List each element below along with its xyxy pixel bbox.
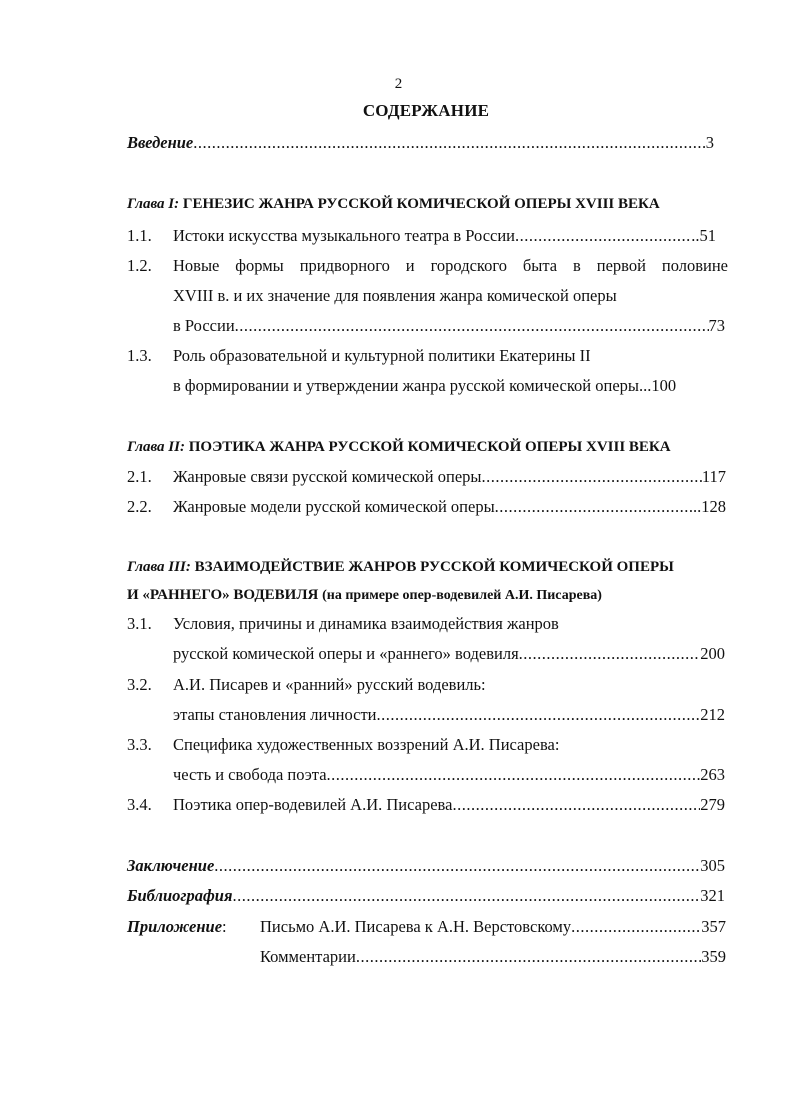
appendix-item-2-page: 359 <box>701 947 726 966</box>
section-1-3-number: 1.3. <box>127 346 152 365</box>
bibliography-page: 321 <box>700 886 725 905</box>
appendix-item-2-text: Комментарии <box>260 947 356 966</box>
section-3-3-line-2: честь и свобода поэта <box>173 765 327 784</box>
chapter-1-title: ГЕНЕЗИС ЖАНРА РУССКОЙ КОМИЧЕСКОЙ ОПЕРЫ XVIII ВЕКА <box>182 196 660 212</box>
dot-leader <box>235 316 709 336</box>
toc-entry-appendix-2 <box>260 947 726 967</box>
toc-entry-3-1 <box>173 644 725 664</box>
section-2-2-page: ..128 <box>693 497 726 516</box>
intro-label: Введение <box>127 133 194 152</box>
dot-leader <box>452 795 700 815</box>
dot-leader <box>495 497 693 517</box>
appendix-heading <box>127 917 227 937</box>
section-3-2-page: 212 <box>700 705 725 724</box>
dot-leader <box>377 705 701 725</box>
dot-leader <box>327 765 701 785</box>
dot-leader <box>519 644 701 664</box>
appendix-item-1-text: Письмо А.И. Писарева к А.Н. Верстовскому <box>260 917 572 936</box>
dot-leader <box>571 917 701 937</box>
dot-leader <box>232 886 700 906</box>
section-3-4-number: 3.4. <box>127 795 152 814</box>
section-1-3-line-2: в формировании и утверждении жанра русской комической оперы...100 <box>173 376 677 395</box>
appendix-colon: : <box>222 917 227 936</box>
dot-leader <box>356 947 701 967</box>
section-3-1-line-1: Условия, причины и динамика взаимодействия жанров <box>173 614 559 633</box>
conclusion-page: 305 <box>700 856 725 875</box>
section-2-2-number: 2.2. <box>127 497 152 516</box>
section-1-2-line-2: XVIII в. и их значение для появления жанра комической оперы <box>173 286 617 305</box>
chapter-3-title-2: И «РАННЕГО» ВОДЕВИЛЯ <box>127 587 319 603</box>
toc-entry-3-3 <box>173 765 725 785</box>
toc-entry-3-2 <box>173 705 725 725</box>
page-number: 2 <box>394 76 403 92</box>
section-3-3-page: 263 <box>700 765 725 784</box>
chapter-2-title: ПОЭТИКА ЖАНРА РУССКОЙ КОМИЧЕСКОЙ ОПЕРЫ XVIII ВЕКА <box>188 439 671 455</box>
section-2-2-text: Жанровые модели русской комической оперы <box>173 497 495 516</box>
section-3-4-text: Поэтика опер-водевилей А.И. Писарева <box>173 795 453 814</box>
intro-page: 3 <box>705 133 714 152</box>
chapter-2-heading <box>127 437 671 457</box>
toc-entry-3-4 <box>173 795 725 815</box>
section-1-1-text: Истоки искусства музыкального театра в России <box>173 226 516 245</box>
section-3-1-page: 200 <box>700 644 725 663</box>
section-1-1-page: ..51 <box>691 226 716 245</box>
section-2-1-text: Жанровые связи русской комической оперы <box>173 467 482 486</box>
dot-leader <box>515 226 691 246</box>
section-1-2-line-3: в России <box>173 316 235 335</box>
toc-entry-1-2 <box>173 316 725 336</box>
section-3-3-line-1: Специфика художественных воззрений А.И. Писарева: <box>173 735 560 754</box>
section-3-2-number: 3.2. <box>127 675 152 694</box>
toc-entry-appendix-1 <box>260 917 726 937</box>
section-1-2-number: 1.2. <box>127 256 152 275</box>
chapter-3-heading <box>127 557 674 577</box>
section-3-1-number: 3.1. <box>127 614 152 633</box>
chapter-2-prefix: Глава II: <box>127 439 185 455</box>
chapter-3-heading-line-2 <box>127 585 602 606</box>
chapter-3-title: ВЗАИМОДЕЙСТВИЕ ЖАНРОВ РУССКОЙ КОМИЧЕСКОЙ ОПЕРЫ <box>194 559 674 575</box>
chapter-3-title-note: (на примере опер-водевилей А.И. Писарева) <box>322 588 602 603</box>
toc-entry-1-1 <box>173 226 716 246</box>
chapter-3-prefix: Глава III: <box>127 559 191 575</box>
section-3-3-number: 3.3. <box>127 735 152 754</box>
dot-leader <box>482 467 702 487</box>
section-3-1-line-2: русской комической оперы и «раннего» водевиля <box>173 644 519 663</box>
dot-leader <box>214 856 700 876</box>
section-3-2-line-1: А.И. Писарев и «ранний» русский водевиль: <box>173 675 486 694</box>
toc-entry-2-1 <box>173 467 726 487</box>
bibliography-label: Библиография <box>127 886 233 905</box>
toc-entry-intro <box>127 133 714 153</box>
section-1-1-number: 1.1. <box>127 226 152 245</box>
appendix-item-1-page: 357 <box>701 917 726 936</box>
section-1-2-page: 73 <box>708 316 725 335</box>
conclusion-label: Заключение <box>127 856 215 875</box>
section-3-4-page: 279 <box>700 795 725 814</box>
page-title: СОДЕРЖАНИЕ <box>362 101 490 120</box>
dot-leader <box>193 133 705 153</box>
section-2-1-number: 2.1. <box>127 467 152 486</box>
appendix-label: Приложение <box>127 917 223 936</box>
toc-entry-conclusion <box>127 856 725 876</box>
section-1-3-line-1: Роль образовательной и культурной политики Екатерины II <box>173 346 591 365</box>
section-2-1-page: 117 <box>701 467 726 486</box>
chapter-1-heading <box>127 194 660 214</box>
section-3-2-line-2: этапы становления личности <box>173 705 377 724</box>
toc-entry-2-2 <box>173 497 726 517</box>
section-1-2-line-1: Новые формы придворного и городского быта в первой половине <box>173 256 728 275</box>
toc-entry-bibliography <box>127 886 725 906</box>
chapter-1-prefix: Глава I: <box>127 196 180 212</box>
